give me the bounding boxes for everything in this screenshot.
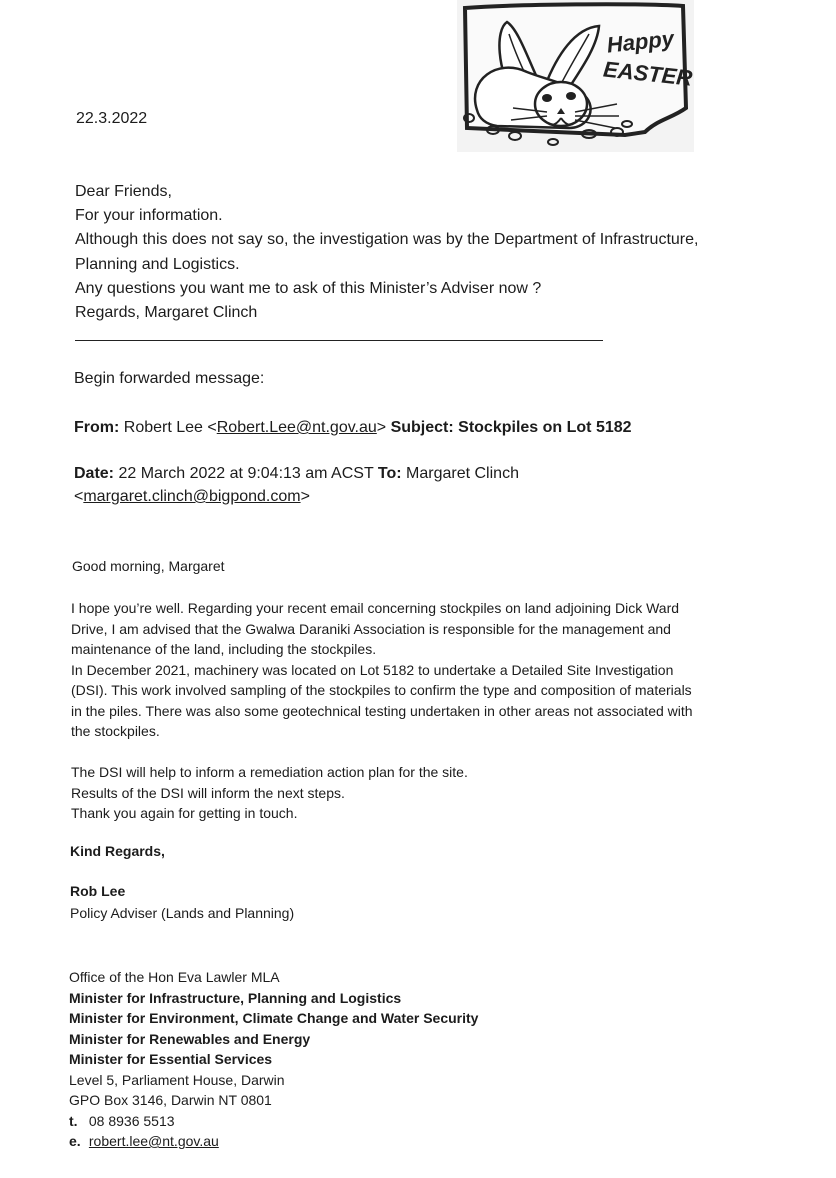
subject-text: Stockpiles on Lot 5182 (458, 419, 632, 436)
paragraph-line: I hope you’re well. Regarding your recent email concerning stockpiles on land adjoining Dick Ward (71, 600, 680, 616)
to-label: To: (377, 465, 402, 482)
from-email-link[interactable]: Robert.Lee@nt.gov.au (216, 419, 377, 436)
from-name: Robert Lee < (123, 419, 217, 436)
from-header (74, 419, 632, 437)
minister-title: Minister for Essential Services (69, 1051, 273, 1067)
address-line: Level 5, Parliament House, Darwin (69, 1071, 285, 1088)
paragraph-line: Results of the DSI will inform the next steps. (71, 784, 345, 801)
email-paragraph-1 (71, 598, 693, 742)
from-label: From: (74, 419, 120, 436)
to-name: Margaret Clinch (406, 465, 519, 482)
cover-note-line: Planning and Logistics. (75, 255, 240, 273)
minister-title: Minister for Renewables and Energy (69, 1030, 311, 1047)
signature-title: Policy Adviser (Lands and Planning) (70, 905, 295, 921)
letter-date: 22.3.2022 (76, 110, 148, 127)
to-close: > (300, 488, 310, 505)
date-label: Date: (74, 465, 115, 482)
to-open: < (74, 488, 84, 505)
stamp-easter-text: EASTER (602, 56, 694, 91)
email-greeting: Good morning, Margaret (72, 558, 225, 574)
paragraph-line: In December 2021, machinery was located on Lot 5182 to undertake a Detailed Site Investigation (71, 661, 674, 678)
office-block (69, 967, 478, 1152)
paragraph-line: Thank you again for getting in touch. (71, 805, 298, 821)
date-header (74, 465, 519, 483)
easter-stamp (457, 0, 694, 152)
phone-number: 08 8936 5513 (88, 1112, 175, 1129)
to-email-line (74, 488, 310, 506)
cover-note-line: Regards, Margaret Clinch (75, 304, 258, 322)
easter-bunny-image (457, 0, 694, 152)
phone-line (69, 1111, 478, 1132)
cover-note-line: Any questions you want me to ask of this Minister’s Adviser now ? (75, 279, 542, 297)
to-email-link[interactable]: margaret.clinch@bigpond.com (83, 488, 301, 505)
email-paragraph-2 (71, 762, 468, 824)
email-label: e. (69, 1133, 81, 1149)
signature-name: Rob Lee (70, 883, 126, 899)
paragraph-line: maintenance of the land, including the stockpiles. (71, 641, 377, 657)
cover-note-line: Dear Friends, (75, 183, 172, 200)
divider-line (75, 340, 603, 341)
cover-note-line: For your information. (75, 207, 223, 225)
minister-title: Minister for Environment, Climate Change and Water Security (69, 1010, 479, 1026)
cover-note (75, 180, 698, 325)
paragraph-line: the stockpiles. (71, 723, 160, 739)
cover-note-line: Although this does not say so, the investigation was by the Department of Infrastructure, (75, 231, 699, 249)
email-line (69, 1131, 478, 1152)
paragraph-line: Drive, I am advised that the Gwalwa Daraniki Association is responsible for the management and (71, 620, 671, 637)
forwarded-intro: Begin forwarded message: (74, 370, 265, 387)
sent-date: 22 March 2022 at 9:04:13 am ACST (118, 465, 374, 482)
phone-label: t. (69, 1112, 78, 1129)
paragraph-line: (DSI). This work involved sampling of the stockpiles to confirm the type and composition of materials (71, 682, 692, 698)
stamp-happy-text: Happy (605, 25, 676, 58)
minister-title: Minister for Infrastructure, Planning and Logistics (69, 989, 402, 1006)
office-line: Office of the Hon Eva Lawler MLA (69, 969, 280, 985)
paragraph-line: The DSI will help to inform a remediation action plan for the site. (71, 764, 468, 780)
paragraph-line: in the piles. There was also some geotechnical testing undertaken in other areas not associated with (71, 702, 693, 719)
office-email-link[interactable]: robert.lee@nt.gov.au (88, 1133, 219, 1149)
closing: Kind Regards, (70, 843, 165, 859)
from-close: > (376, 419, 387, 436)
subject-label: Subject: (390, 419, 454, 436)
address-line: GPO Box 3146, Darwin NT 0801 (69, 1092, 272, 1108)
